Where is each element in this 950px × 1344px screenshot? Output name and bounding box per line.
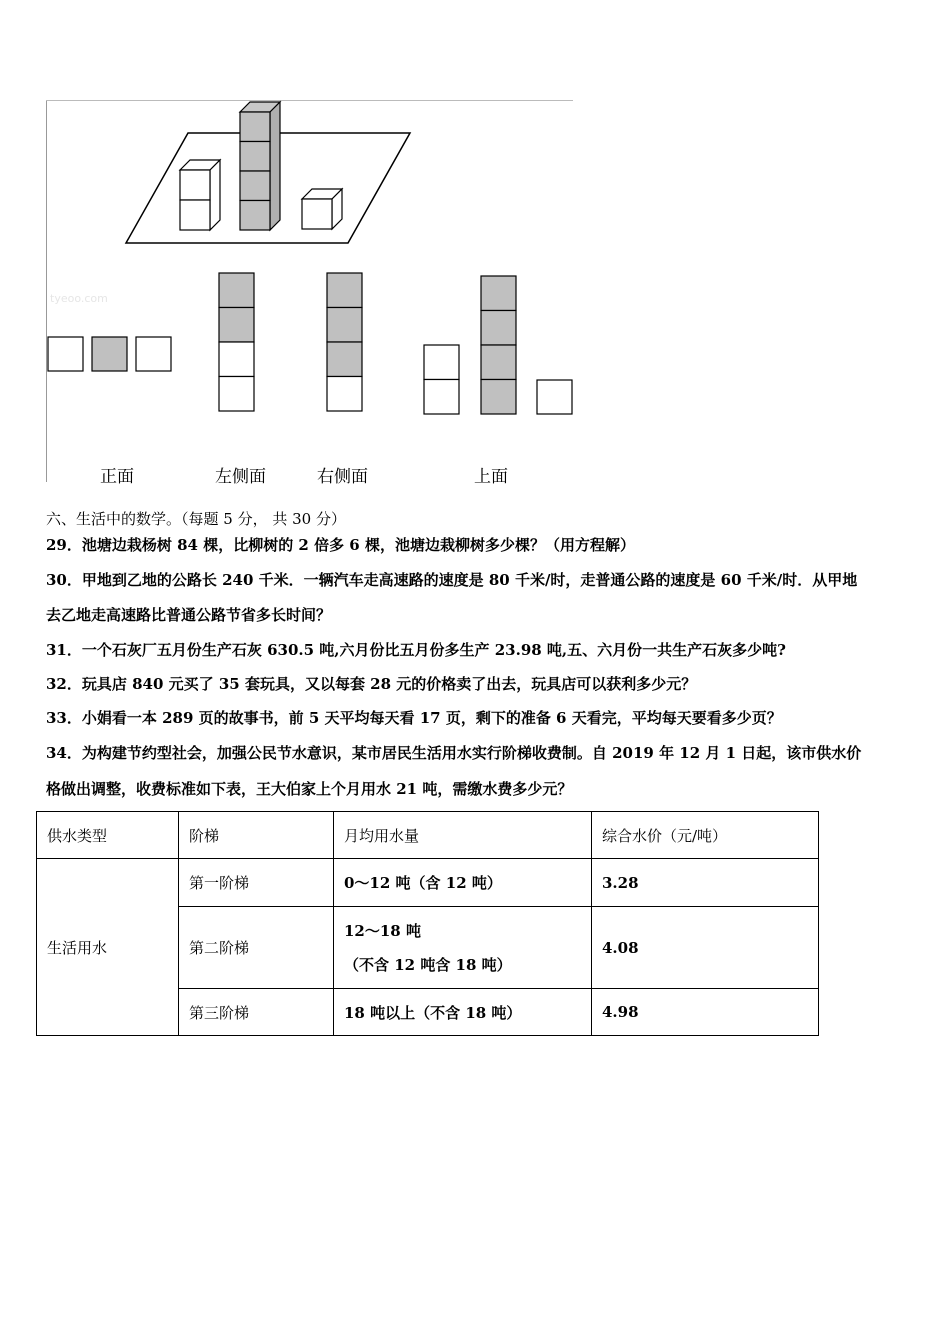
water-tariff-table: [36, 811, 819, 1036]
cell-price: 3.28: [592, 859, 819, 907]
header-monthly-usage: 月均用水量: [334, 812, 592, 859]
cube-views-figure: [0, 0, 950, 500]
cell-price: 4.98: [592, 989, 819, 1036]
cell-usage-line-2: （不含 12 吨含 18 吨）: [344, 955, 512, 974]
left-side-view: [219, 273, 254, 411]
watermark: tyeoo.com: [50, 292, 108, 305]
cube-stack-right: [302, 189, 342, 229]
front-view: [48, 337, 171, 371]
top-view: [424, 276, 572, 414]
table-header-row: [37, 812, 819, 859]
question-34-line-1: 34．为构建节约型社会，加强公民节水意识，某市居民生活用水实行阶梯收费制。自 2019 年 12 月 1 日起，该市供水价: [46, 744, 862, 762]
table-row: [37, 859, 819, 907]
question-31: 31．一个石灰厂五月份生产石灰 630.5 吨,六月份比五月份多生产 23.98 吨,五、六月份一共生产石灰多少吨?: [46, 641, 786, 659]
header-price: 综合水价（元/吨）: [592, 812, 819, 859]
section-heading: 六、生活中的数学。（每题 5 分， 共 30 分）: [46, 510, 346, 528]
label-right-view: 右侧面: [317, 467, 368, 487]
right-side-view: [327, 273, 362, 411]
cube-stack-left: [180, 160, 220, 230]
cell-tier: 第一阶梯: [179, 859, 334, 907]
question-32: 32．玩具店 840 元买了 35 套玩具，又以每套 28 元的价格卖了出去，玩具店可以获利多少元？: [46, 675, 697, 693]
question-33: 33．小娟看一本 289 页的故事书，前 5 天平均每天看 17 页，剩下的准备 6 天看完，平均每天要看多少页？: [46, 709, 782, 727]
label-left-view: 左侧面: [215, 467, 266, 487]
question-30-line-2: 去乙地走高速路比普通公路节省多长时间？: [46, 606, 332, 624]
cell-price: 4.08: [592, 907, 819, 989]
cell-usage: 0～12 吨（含 12 吨）: [334, 859, 592, 907]
cube-figure-svg: [0, 0, 950, 500]
cube-stack-middle: [240, 102, 280, 230]
cell-usage: [334, 907, 592, 989]
question-30-line-1: 30．甲地到乙地的公路长 240 千米．一辆汽车走高速路的速度是 80 千米/时，走普通公路的速度是 60 千米/时．从甲地: [46, 571, 858, 589]
cell-tier: 第三阶梯: [179, 989, 334, 1036]
header-supply-type: 供水类型: [37, 812, 179, 859]
question-29: 29．池塘边栽杨树 84 棵，比柳树的 2 倍多 6 棵，池塘边栽柳树多少棵？（用方程解）: [46, 536, 635, 554]
cell-supply-type: 生活用水: [37, 859, 179, 1036]
label-top-view: 上面: [474, 467, 508, 487]
cell-usage-line-1: 12～18 吨: [344, 921, 421, 940]
label-front-view: 正面: [100, 467, 134, 487]
header-tier: 阶梯: [179, 812, 334, 859]
cell-tier: 第二阶梯: [179, 907, 334, 989]
question-34-line-2: 格做出调整，收费标准如下表，王大伯家上个月用水 21 吨，需缴水费多少元？: [46, 780, 573, 798]
cell-usage: 18 吨以上（不含 18 吨）: [334, 989, 592, 1036]
